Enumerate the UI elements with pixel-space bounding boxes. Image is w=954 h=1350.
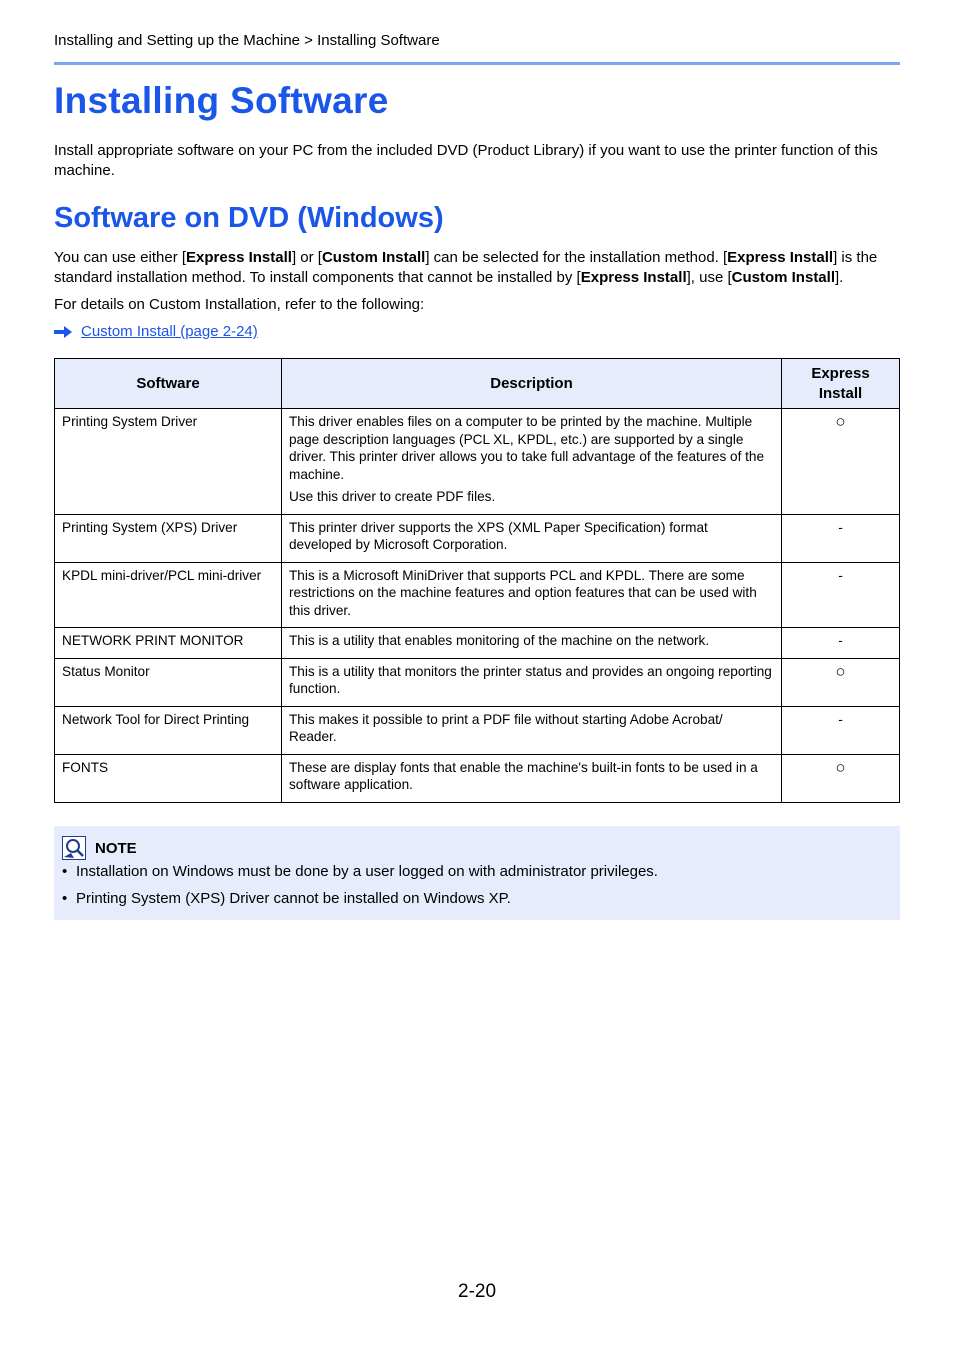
table-row [55,409,900,515]
software-description [282,754,782,802]
intro-paragraph: Install appropriate software on your PC from the included DVD (Product Library) if you want to use the printer function of this machine. [54,142,878,179]
list-item: • Installation on Windows must be done by a user logged on with administrator privileges. [62,863,658,880]
software-name: Printing System (XPS) Driver [55,514,282,562]
list-item: • Printing System (XPS) Driver cannot be installed on Windows XP. [62,890,658,907]
table-row [55,754,900,802]
para-text: ]. [835,268,844,286]
header-description: Description [282,359,782,409]
para-bold: Express Install [186,249,292,266]
note-icon [62,836,86,860]
para-text: ], use [ [686,268,732,286]
para-bold: Custom Install [731,268,835,286]
para-text: ] is the standard installation method. To install components that cannot be installed by [ [54,249,878,286]
express-install-value: ○ [835,661,846,681]
software-name: KPDL mini-driver/PCL mini-driver [55,562,282,628]
description-text: This is a utility that enables monitoring of the machine on the network. [289,633,710,648]
table-row [55,706,900,754]
reference-link-row [54,323,258,340]
para-text: You can use either [ [54,249,187,266]
express-install-value: - [838,567,843,583]
section-heading: Software on DVD (Windows) [54,202,444,234]
arrow-right-icon [54,326,72,338]
install-method-paragraph [54,248,900,287]
custom-install-link[interactable]: Custom Install (page 2-24) [81,323,258,340]
description-text: This printer driver supports the XPS (XML Paper Specification) format developed by Microsoft Corporation. [289,519,708,552]
table-row [55,628,900,659]
express-install-cell [782,706,900,754]
software-name: Status Monitor [55,658,282,706]
description-text: This makes it possible to print a PDF file without starting Adobe Acrobat/ Reader. [289,711,723,744]
software-name: FONTS [55,754,282,802]
header-software: Software [55,359,282,409]
table-row [55,658,900,706]
breadcrumb: Installing and Setting up the Machine > Installing Software [54,32,440,49]
express-install-cell [782,658,900,706]
software-name: Printing System Driver [55,409,282,515]
para-bold: Custom Install [321,249,426,266]
table-header-row [55,359,900,409]
software-name: Network Tool for Direct Printing [55,706,282,754]
software-description [282,658,782,706]
note-box [54,826,900,920]
header-rule [54,62,900,65]
description-text: Use this driver to create PDF files. [289,489,496,504]
table-row [55,562,900,628]
header-express-install [782,359,900,409]
express-install-cell [782,514,900,562]
express-install-value: - [838,711,843,727]
express-install-value: - [838,633,843,648]
header-express-text: Express Install [811,365,870,402]
description-text: This is a utility that monitors the printer status and provides an ongoing reporting function. [289,663,772,696]
express-install-cell [782,754,900,802]
para-text: ] can be selected for the installation method. [ [425,249,728,266]
software-name: NETWORK PRINT MONITOR [55,628,282,659]
note-list [62,863,658,917]
software-description [282,628,782,659]
para-bold: Express Install [727,249,834,266]
page-number: 2-20 [458,1281,497,1302]
express-install-value: ○ [835,757,846,777]
software-description [282,562,782,628]
express-install-cell [782,628,900,659]
details-paragraph: For details on Custom Installation, refer to the following: [54,296,425,313]
table-row [55,514,900,562]
express-install-cell [782,409,900,515]
note-header [62,836,137,860]
express-install-value: ○ [835,412,846,431]
software-description [282,514,782,562]
description-text: This is a Microsoft MiniDriver that supports PCL and KPDL. There are some restrictions on the machine features and option features that can be used with this driver. [289,567,757,618]
express-install-value: - [838,519,843,535]
software-description [282,706,782,754]
para-bold: Express Install [580,268,687,286]
para-text: ] or [ [291,249,322,266]
description-text: This driver enables files on a computer to be printed by the machine. Multiple page description languages (PCL XL, KPDL, etc.) are supported by a single driver. This printer driver allows you to take full advantage of the features of the machine. [289,414,765,482]
description-text: These are display fonts that enable the machine's built-in fonts to be used in a software application. [289,759,758,792]
software-table [54,358,900,803]
note-title: NOTE [95,839,137,857]
page-title: Installing Software [54,80,389,121]
software-description [282,409,782,515]
express-install-cell [782,562,900,628]
